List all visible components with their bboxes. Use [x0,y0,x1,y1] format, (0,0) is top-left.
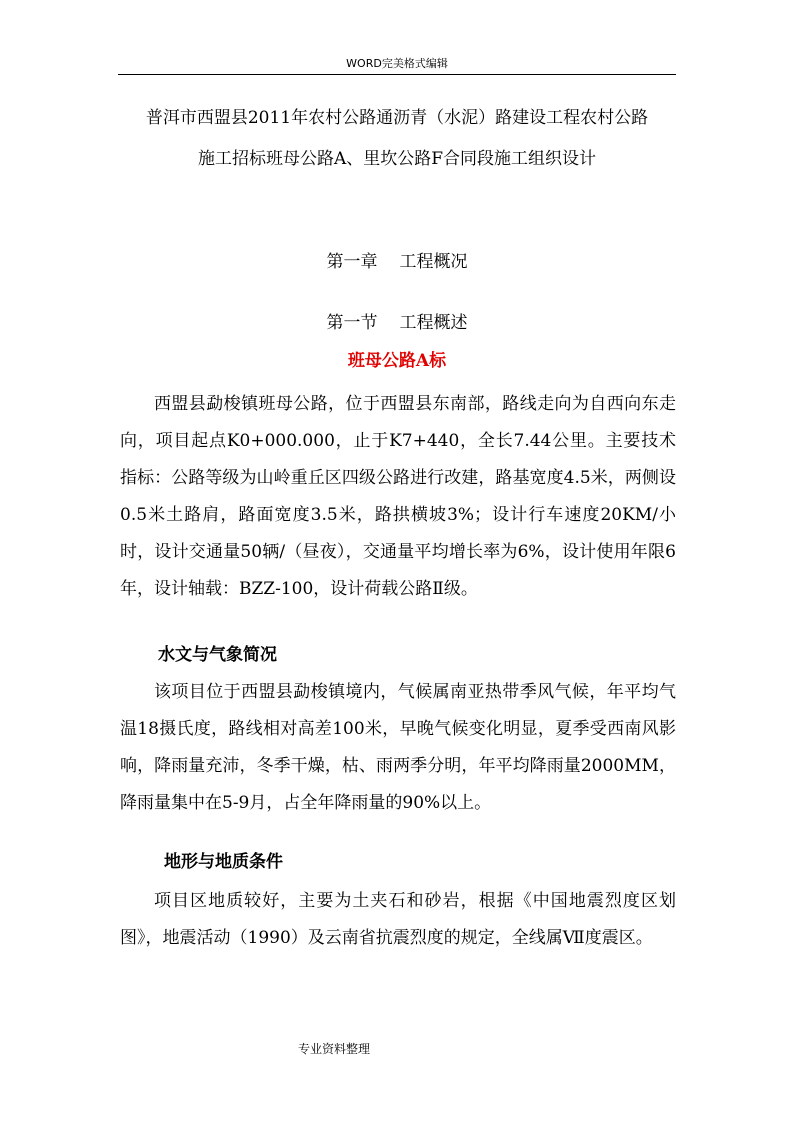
section-number: 第一节 [326,313,378,333]
geology-paragraph: 项目区地质较好，主要为土夹石和砂岩，根据《中国地震烈度区划图》，地震活动（1990）及云南省抗震烈度的规定，全线属Ⅶ度震区。 [120,891,676,948]
document-title-line-2: 施工招标班母公路A、里坎公路F合同段施工组织设计 [197,149,597,169]
chapter-name: 工程概况 [399,252,468,272]
overview-paragraph: 西盟县勐梭镇班母公路，位于西盟县东南部，路线走向为自西向东走向，项目起点K0+000.000，止于K7+440，全长7.44公里。主要技术指标：公路等级为山岭重丘区四级公路进行改建，路基宽度4.5米，两侧设0.5米土路肩，路面宽度3.5米，路拱横坡3%；设计行车速度20KM/小时，设计交通量50辆/（昼夜），交通量平均增长率为6%，设计使用年限6年，设计轴载：BZZ-100，设计荷载公路Ⅱ级。 [120,394,676,599]
section-name: 工程概述 [399,313,468,333]
hydrology-heading: 水文与气象简况 [158,645,277,665]
section-heading [118,311,676,335]
page-footer: 专业资料整理 [298,1042,371,1056]
geology-heading: 地形与地质条件 [164,852,283,872]
chapter-number: 第一章 [326,252,378,272]
header-text: WORD完美格式编辑 [346,57,448,70]
hydrology-paragraph: 该项目位于西盟县勐梭镇境内，气候属南亚热带季风气候，年平均气温18摄氏度，路线相对高差100米，早晚气候变化明显，夏季受西南风影响，降雨量充沛，冬季干燥，枯、雨两季分明，年平均降雨量2000MM，降雨量集中在5-9月，占全年降雨量的90%以上。 [120,682,676,813]
chapter-heading [118,250,676,274]
page-header [118,56,676,75]
document-title-line-1: 普洱市西盟县2011年农村公路通沥青（水泥）路建设工程农村公路 [145,108,649,128]
lot-title: 班母公路A标 [347,351,447,371]
